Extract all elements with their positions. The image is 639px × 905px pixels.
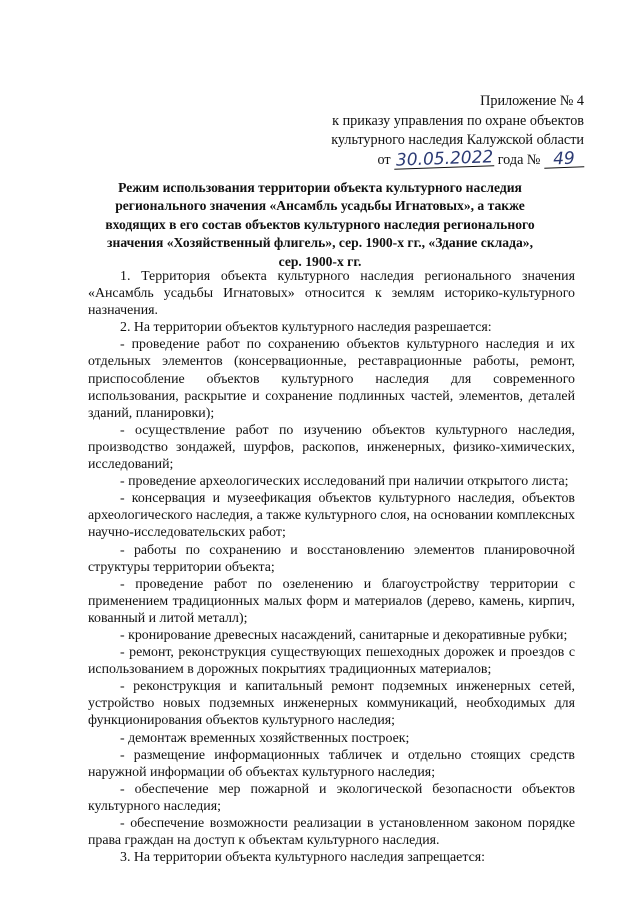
appendix-number: Приложение № 4 <box>480 93 584 109</box>
list-item: - реконструкция и капитальный ремонт подземных инженерных сетей, устройство новых подземных инженерных коммуникаций, необходимых для функционирования объектов культурного наследия; <box>88 679 575 729</box>
list-item: - проведение работ по сохранению объектов культурного наследия и их отдельных элементов (консервационные, реставрационные работы, ремонт, приспособление объектов культурного наследия для современного использования, раскрытие и сохранение подлинных частей, элементов, деталей зданий, планировки); <box>88 337 575 421</box>
list-item: - осуществление работ по изучению объектов культурного наследия, производство зондажей, шурфов, раскопов, инженерных, физико-химических, исследований; <box>88 422 575 473</box>
list-item: - работы по сохранению и восстановлению элементов планировочной структуры территории объекта; <box>88 542 575 575</box>
year-number-label: года № <box>497 151 541 168</box>
list-item: - проведение археологических исследований при наличии открытого листа; <box>120 474 569 490</box>
order-reference-line: к приказу управления по охране объектов <box>332 112 584 129</box>
date-number-line <box>331 146 584 171</box>
list-item: - демонтаж временных хозяйственных построек; <box>120 730 410 746</box>
list-item: - кронирование древесных насаждений, санитарные и декоративные рубки; <box>120 627 568 643</box>
handwritten-number: 49 <box>544 150 585 168</box>
list-item: - обеспечение мер пожарной и экологической безопасности объектов культурного наследия; <box>88 781 575 814</box>
list-item: - обеспечение возможности реализации в установленном законом порядке права граждан на доступ к объектам культурного наследия. <box>88 816 575 849</box>
document-body <box>88 268 575 866</box>
paragraph: 3. На территории объекта культурного наследия запрещается: <box>120 850 485 866</box>
list-item: - проведение работ по озеленению и благоустройству территории с применением традиционных малых форм и материалов (дерево, камень, кирпич, кованный и литой металл); <box>88 576 575 626</box>
list-item: - консервация и музеефикация объектов культурного наследия, объектов археологического наследия, а также культурного слоя, на основании комплексных научно-исследовательских работ; <box>88 491 575 541</box>
appendix-header <box>331 92 584 170</box>
authority-line: культурного наследия Калужской области <box>331 132 584 148</box>
paragraph: 2. На территории объектов культурного наследия разрешается: <box>120 320 492 336</box>
list-item: - ремонт, реконструкция существующих пешеходных дорожек и проездов с использованием в дорожных покрытиях традиционных материалов; <box>88 645 575 678</box>
list-item: - размещение информационных табличек и отдельно стоящих средств наружной информации об объектах культурного наследия; <box>88 747 575 780</box>
handwritten-date: 30.05.2022 <box>395 146 494 171</box>
document-title: Режим использования территории объекта культурного наследия регионального значения «Ансамбль усадьбы Игнатовых», а также входящих в его состав объектов культурного наследия регионального значения «Хозяйственный флигель», сер. 1900-х гг., «Здание склада», сер. 1900-х гг. <box>105 180 535 269</box>
from-label: от <box>377 151 391 168</box>
paragraph: 1. Территория объекта культурного наследия регионального значения «Ансамбль усадьбы Игнатовых» относится к землям историко-культурного назначения. <box>88 269 575 319</box>
